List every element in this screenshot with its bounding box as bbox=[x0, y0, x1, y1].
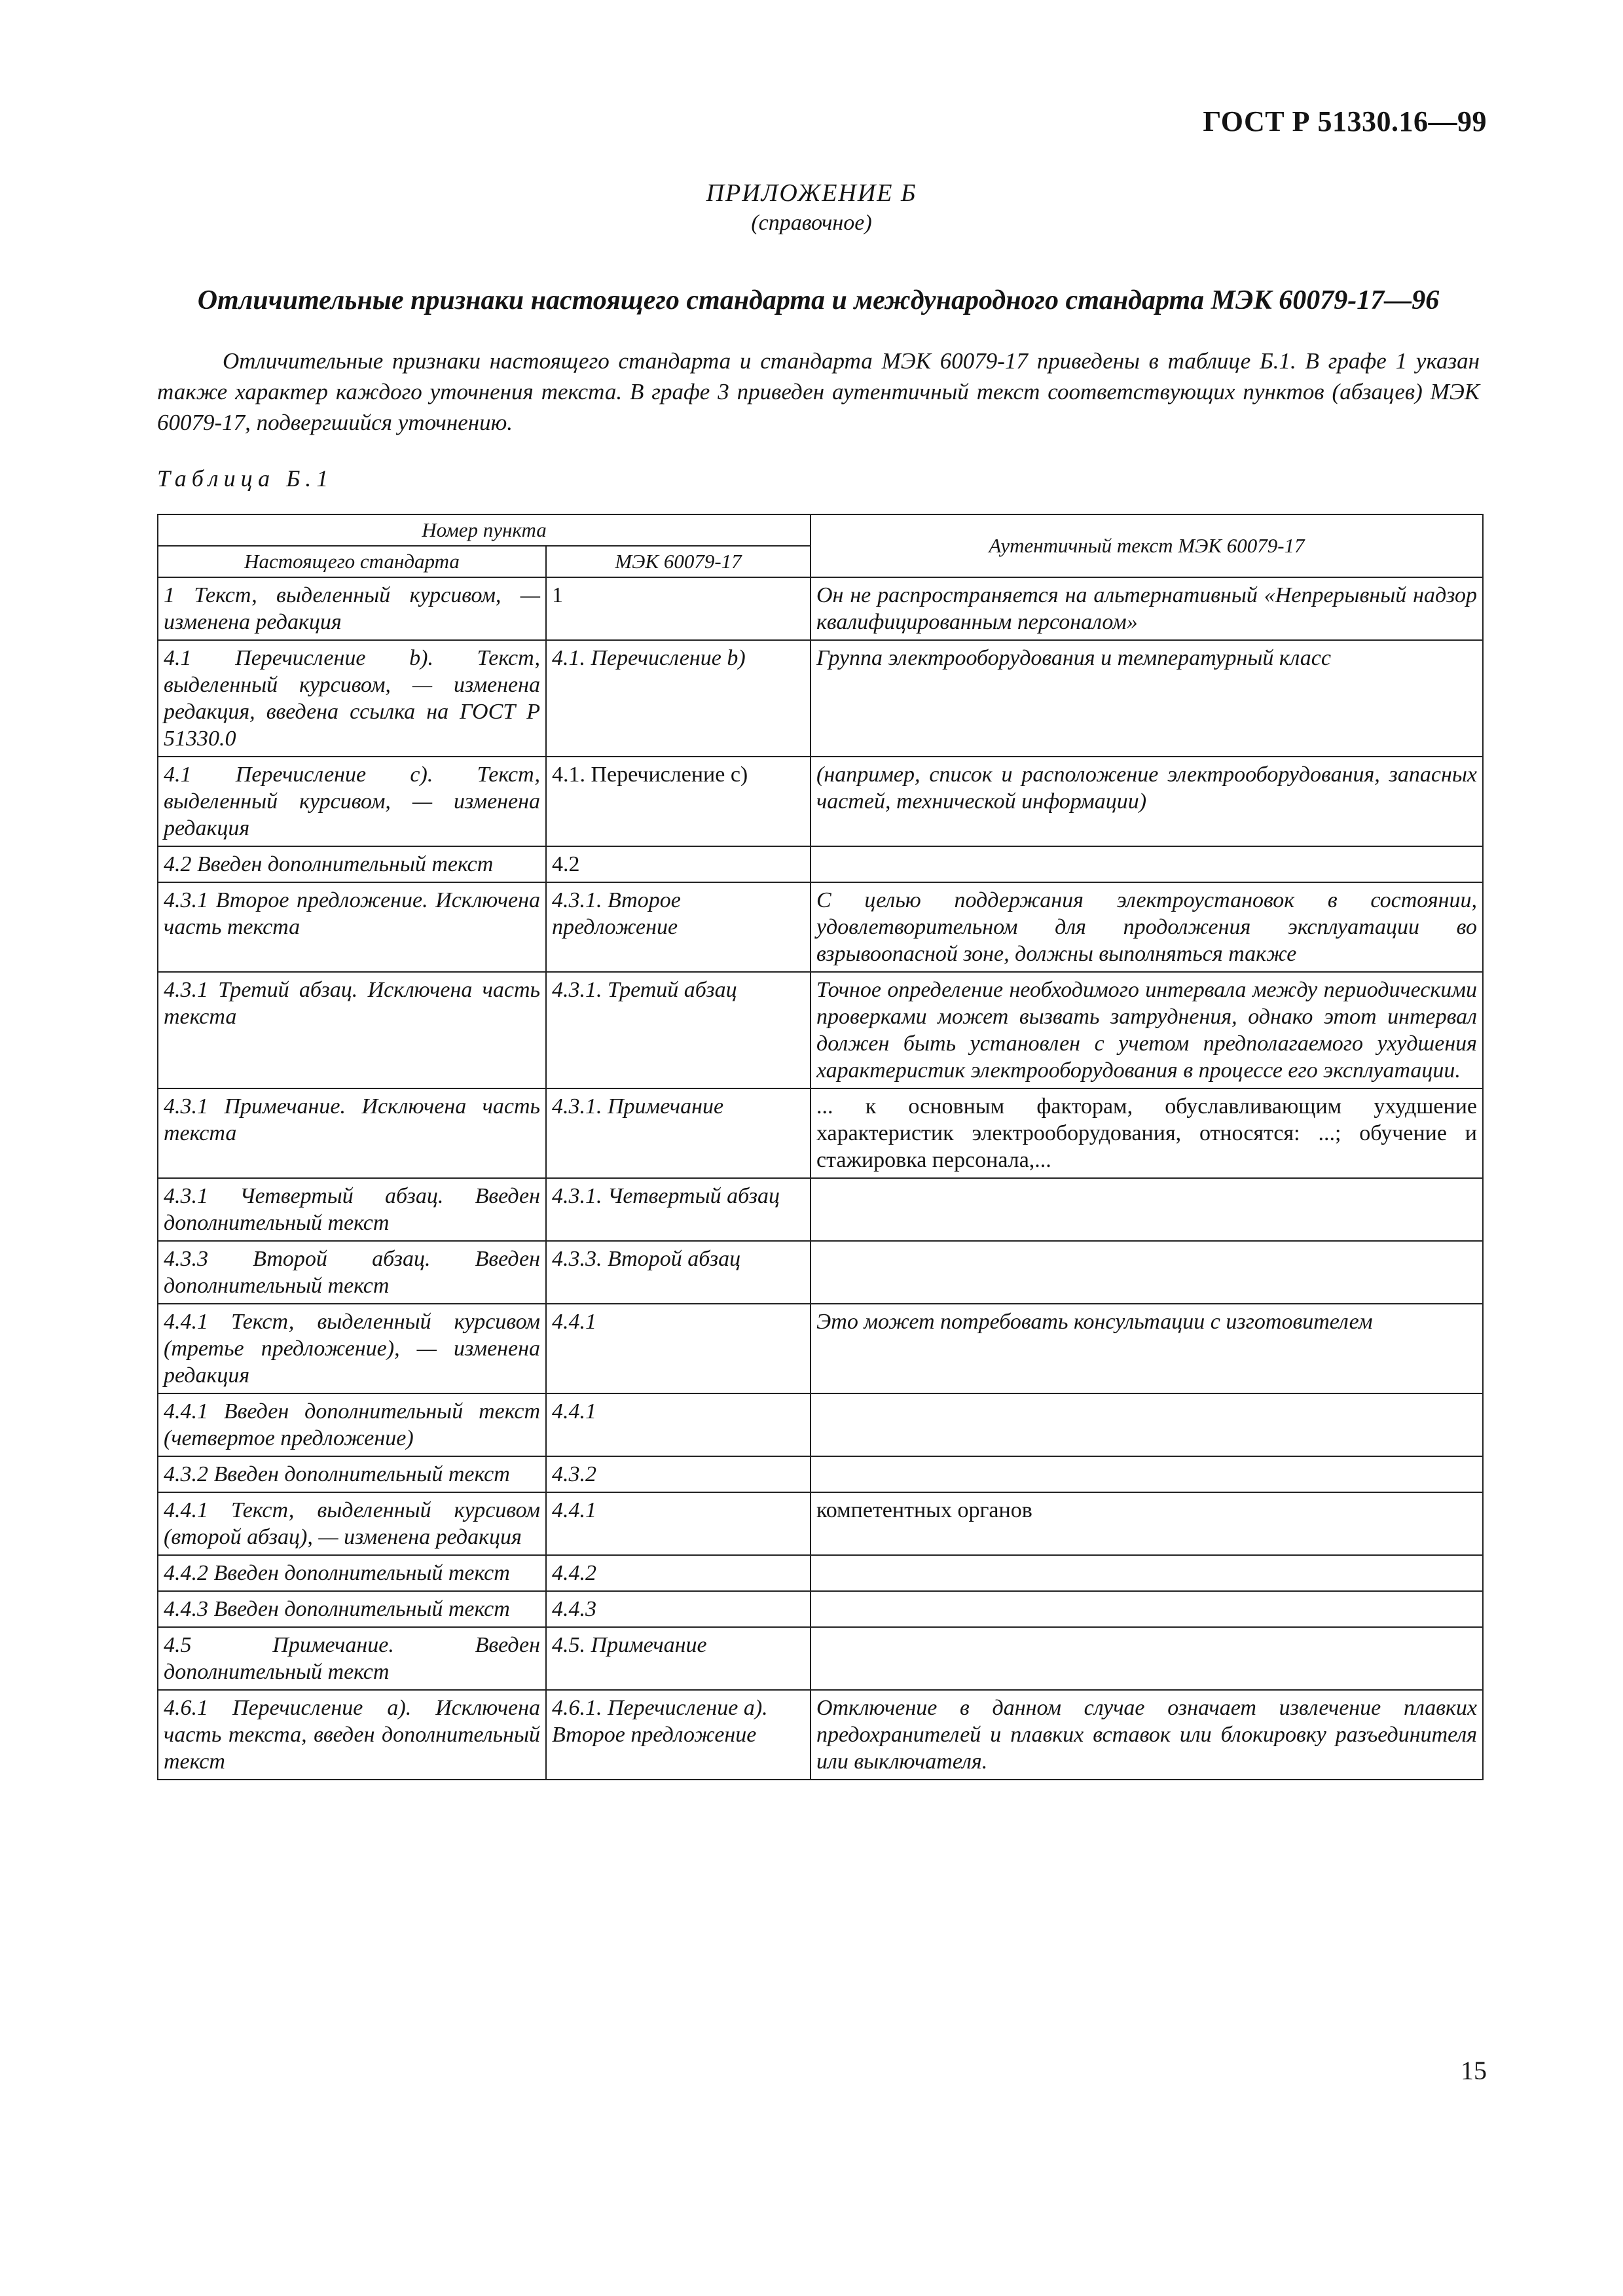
cell-authentic-text bbox=[811, 1241, 1483, 1304]
cell-this-standard: 4.1 Перечисление c). Текст, выделенный курсивом, — изменена редакция bbox=[158, 757, 546, 846]
table-row bbox=[158, 1178, 1483, 1241]
cell-authentic-text: компетентных органов bbox=[811, 1492, 1483, 1555]
cell-authentic-text: Отключение в данном случае означает извлечение плавких предохранителей и плавких вставок или блокировку разъединителя или выключателя. bbox=[811, 1690, 1483, 1780]
intro-paragraph: Отличительные признаки настоящего стандарта и стандарта МЭК 60079-17 приведены в таблице Б.1. В графе 1 указан также характер каждого уточнения текста. В графе 3 приведен аутентичный текст соответствующих пунктов (абзацев) МЭК 60079-17, подвергшийся уточнению. bbox=[157, 348, 1480, 435]
cell-iec-clause: 4.3.1. Примечание bbox=[546, 1088, 811, 1178]
table-row bbox=[158, 757, 1483, 846]
header-this-standard: Настоящего стандарта bbox=[158, 546, 546, 577]
cell-this-standard: 4.2 Введен дополнительный текст bbox=[158, 846, 546, 882]
cell-this-standard: 4.5 Примечание. Введен дополнительный текст bbox=[158, 1627, 546, 1690]
table-row bbox=[158, 1690, 1483, 1780]
document-title: Отличительные признаки настоящего стандарта и международного стандарта МЭК 60079-17—96 bbox=[197, 285, 1440, 315]
cell-iec-clause: 4.3.3. Второй абзац bbox=[546, 1241, 811, 1304]
cell-this-standard: 4.3.3 Второй абзац. Введен дополнительный текст bbox=[158, 1241, 546, 1304]
table-caption: Таблица Б.1 bbox=[157, 465, 334, 492]
table-row bbox=[158, 577, 1483, 640]
table-row bbox=[158, 846, 1483, 882]
cell-authentic-text: (например, список и расположение электрооборудования, запасных частей, технической информации) bbox=[811, 757, 1483, 846]
page-number: 15 bbox=[1461, 2056, 1487, 2085]
cell-authentic-text bbox=[811, 846, 1483, 882]
cell-this-standard: 4.3.2 Введен дополнительный текст bbox=[158, 1456, 546, 1492]
table-row bbox=[158, 1393, 1483, 1456]
header-iec-standard: МЭК 60079-17 bbox=[546, 546, 811, 577]
table-row bbox=[158, 882, 1483, 972]
table-row bbox=[158, 1456, 1483, 1492]
appendix-heading bbox=[0, 177, 1623, 237]
table-row bbox=[158, 1088, 1483, 1178]
table-row bbox=[158, 640, 1483, 757]
cell-iec-clause: 4.4.1 bbox=[546, 1393, 811, 1456]
cell-iec-clause: 4.3.1. Четвертый абзац bbox=[546, 1178, 811, 1241]
comparison-table bbox=[157, 514, 1484, 1780]
cell-authentic-text bbox=[811, 1591, 1483, 1627]
cell-authentic-text: ... к основным факторам, обуславливающим ухудшение характеристик электрооборудования, относятся: ...; обучение и стажировка персонала,... bbox=[811, 1088, 1483, 1178]
cell-iec-clause: 1 bbox=[546, 577, 811, 640]
cell-authentic-text: С целью поддержания электроустановок в состоянии, удовлетворительном для продолжения эксплуатации во взрывоопасной зоне, должны выполняться также bbox=[811, 882, 1483, 972]
cell-iec-clause: 4.6.1. Перечисление a). Второе предложение bbox=[546, 1690, 811, 1780]
cell-authentic-text bbox=[811, 1555, 1483, 1591]
document-code: ГОСТ Р 51330.16—99 bbox=[1203, 105, 1487, 137]
cell-this-standard: 4.3.1 Второе предложение. Исключена часть текста bbox=[158, 882, 546, 972]
cell-authentic-text bbox=[811, 1627, 1483, 1690]
cell-this-standard: 4.4.1 Введен дополнительный текст (четвертое предложение) bbox=[158, 1393, 546, 1456]
cell-this-standard: 4.3.1 Четвертый абзац. Введен дополнительный текст bbox=[158, 1178, 546, 1241]
cell-authentic-text: Он не распространяется на альтернативный «Непрерывный надзор квалифицированным персоналом» bbox=[811, 577, 1483, 640]
cell-this-standard: 4.4.2 Введен дополнительный текст bbox=[158, 1555, 546, 1591]
cell-authentic-text: Группа электрооборудования и температурный класс bbox=[811, 640, 1483, 757]
cell-iec-clause: 4.4.1 bbox=[546, 1304, 811, 1393]
cell-iec-clause: 4.1. Перечисление c) bbox=[546, 757, 811, 846]
header-group-clause-number: Номер пункта bbox=[158, 514, 811, 546]
cell-iec-clause: 4.3.1. Второе предложение bbox=[546, 882, 811, 972]
cell-iec-clause: 4.5. Примечание bbox=[546, 1627, 811, 1690]
cell-iec-clause: 4.4.2 bbox=[546, 1555, 811, 1591]
cell-authentic-text bbox=[811, 1456, 1483, 1492]
cell-authentic-text: Это может потребовать консультации с изготовителем bbox=[811, 1304, 1483, 1393]
cell-this-standard: 4.3.1 Третий абзац. Исключена часть текста bbox=[158, 972, 546, 1088]
table-header-row bbox=[158, 514, 1483, 546]
table-row bbox=[158, 972, 1483, 1088]
table-row bbox=[158, 1591, 1483, 1627]
cell-this-standard: 4.3.1 Примечание. Исключена часть текста bbox=[158, 1088, 546, 1178]
header-authentic-text: Аутентичный текст МЭК 60079-17 bbox=[811, 514, 1483, 577]
cell-this-standard: 4.4.3 Введен дополнительный текст bbox=[158, 1591, 546, 1627]
cell-iec-clause: 4.1. Перечисление b) bbox=[546, 640, 811, 757]
table-row bbox=[158, 1492, 1483, 1555]
cell-iec-clause: 4.4.3 bbox=[546, 1591, 811, 1627]
table-row bbox=[158, 1304, 1483, 1393]
cell-authentic-text bbox=[811, 1178, 1483, 1241]
cell-this-standard: 4.4.1 Текст, выделенный курсивом (второй абзац), — изменена редакция bbox=[158, 1492, 546, 1555]
cell-this-standard: 4.6.1 Перечисление a). Исключена часть текста, введен дополнительный текст bbox=[158, 1690, 546, 1780]
table-row bbox=[158, 1241, 1483, 1304]
table-row bbox=[158, 1555, 1483, 1591]
table-row bbox=[158, 1627, 1483, 1690]
cell-authentic-text: Точное определение необходимого интервала между периодическими проверками может вызвать затруднения, однако этот интервал должен быть установлен с учетом предполагаемого ухудшения характеристик электрооборудования в процессе его эксплуатации. bbox=[811, 972, 1483, 1088]
cell-authentic-text bbox=[811, 1393, 1483, 1456]
cell-this-standard: 4.1 Перечисление b). Текст, выделенный курсивом, — изменена редакция, введена ссылка на ГОСТ Р 51330.0 bbox=[158, 640, 546, 757]
cell-this-standard: 1 Текст, выделенный курсивом, — изменена редакция bbox=[158, 577, 546, 640]
cell-iec-clause: 4.3.1. Третий абзац bbox=[546, 972, 811, 1088]
appendix-title: ПРИЛОЖЕНИЕ Б bbox=[706, 179, 917, 207]
cell-this-standard: 4.4.1 Текст, выделенный курсивом (третье предложение), — изменена редакция bbox=[158, 1304, 546, 1393]
cell-iec-clause: 4.3.2 bbox=[546, 1456, 811, 1492]
cell-iec-clause: 4.2 bbox=[546, 846, 811, 882]
cell-iec-clause: 4.4.1 bbox=[546, 1492, 811, 1555]
appendix-subtitle: (справочное) bbox=[751, 211, 872, 235]
